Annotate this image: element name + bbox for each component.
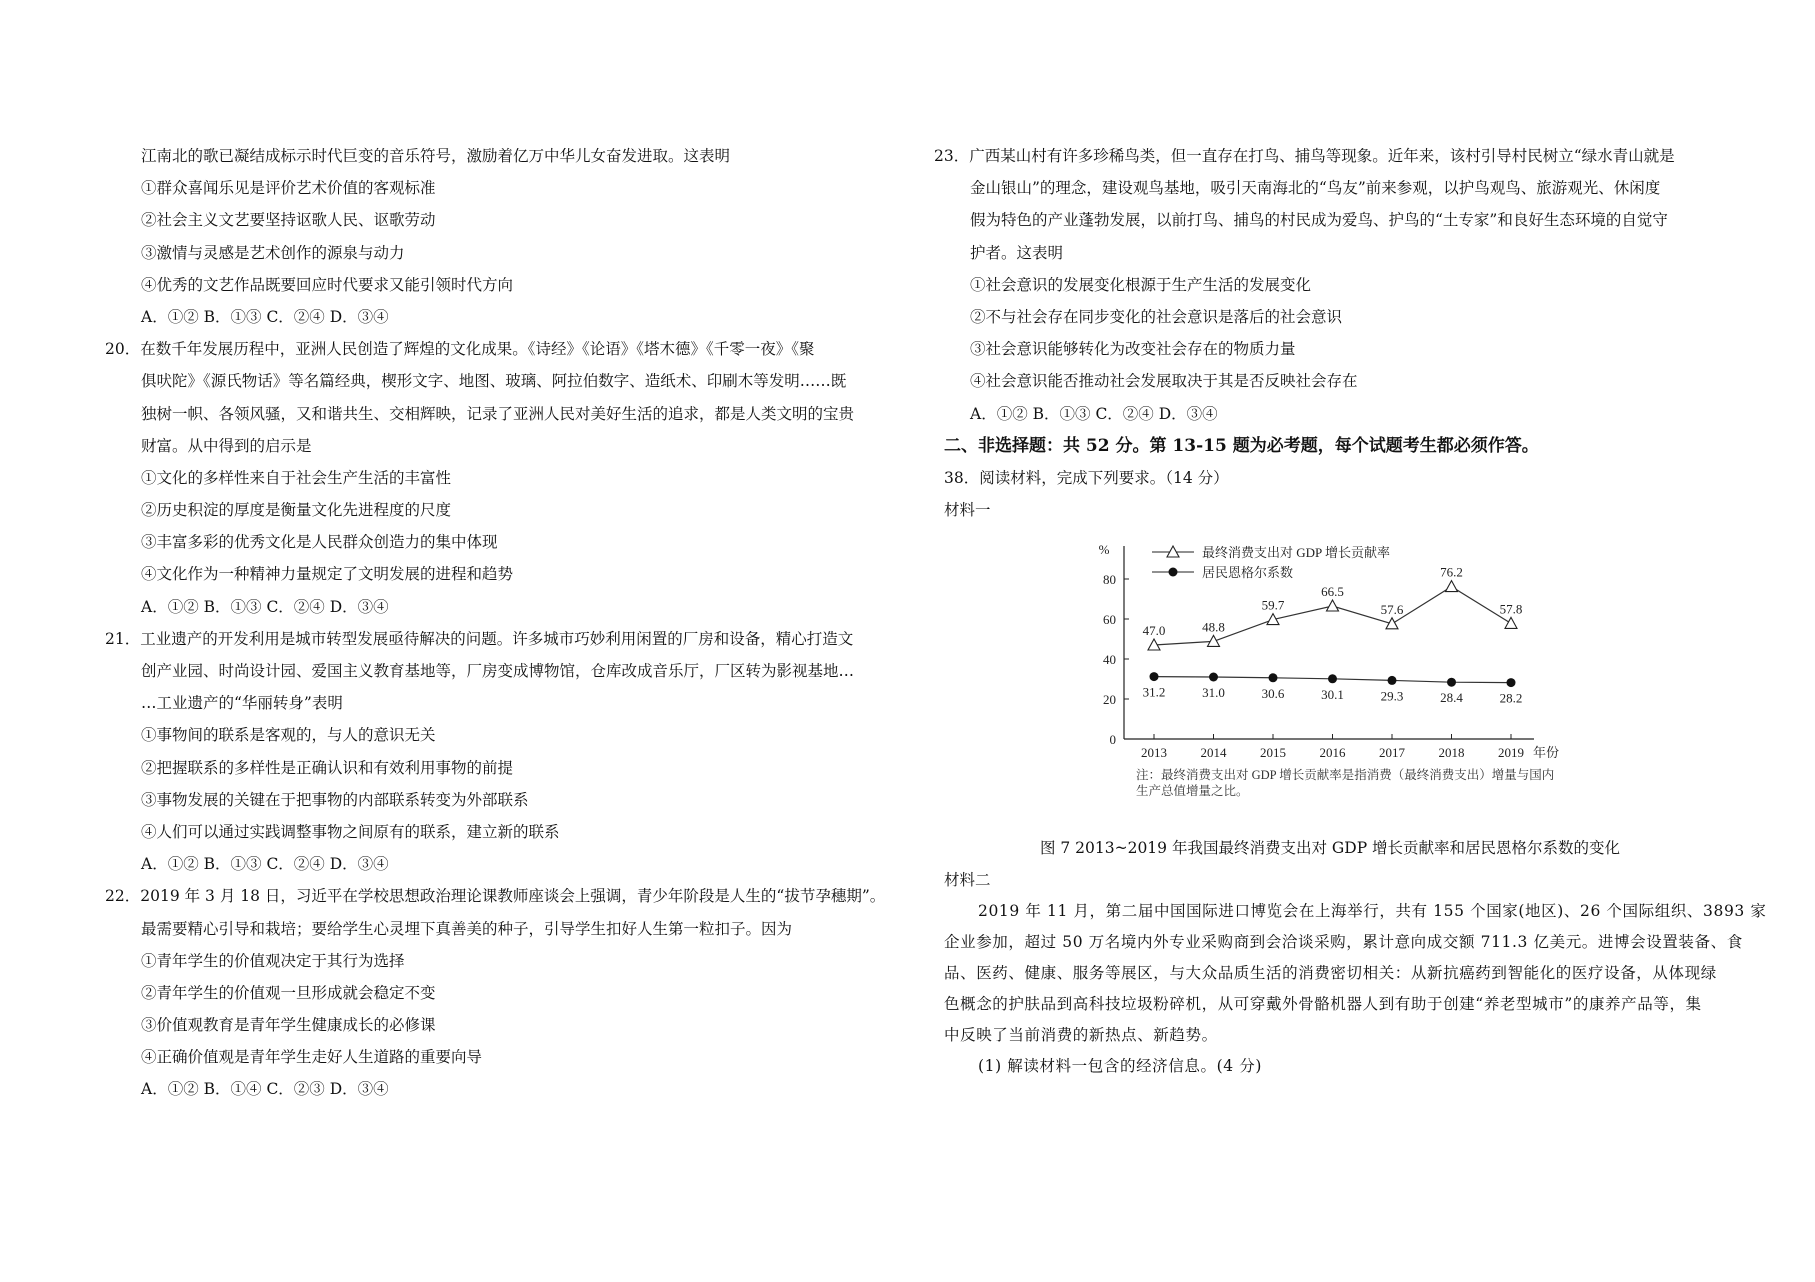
data-point-circle [1209,673,1218,682]
data-point-circle [1507,678,1516,687]
q23-stem-line-4: 护者。这表明 [970,243,1064,262]
data-label: 59.7 [1261,597,1285,613]
q23-option-4: ④社会意识能否推动社会发展取决于其是否反映社会存在 [970,372,1358,391]
data-label: 57.6 [1380,602,1404,618]
x-tick-label: 2014 [1200,745,1227,761]
chart-note-line: 注：最终消费支出对 GDP 增长贡献率是指消费（最终消费支出）增量与国内 [1136,768,1555,783]
data-label: 28.2 [1499,690,1523,706]
q20-stem-line-4: 财富。从中得到的启示是 [141,436,312,455]
x-tick-label: 2018 [1438,745,1465,761]
q23-number: 23． [934,147,970,165]
x-tick-label: 2013 [1141,745,1167,761]
q22-stem-text-1: 2019 年 3 月 18 日，习近平在学校思想政治理论课教师座谈会上强调，青少年阶段是人生的“拔节孕穗期”。 [140,887,886,906]
data-label: 30.6 [1261,686,1285,702]
chart-note-line: 生产总值增量之比。 [1136,784,1249,799]
q19-option-3: ③激情与灵感是艺术创作的源泉与动力 [141,243,405,262]
data-label: 47.0 [1142,623,1166,639]
q21-stem-line-1 [105,623,909,655]
data-label: 57.8 [1499,601,1523,617]
y-unit-label: % [1098,542,1110,558]
data-point-triangle [1386,618,1398,629]
material-1-label: 材料一 [944,501,991,520]
q23-option-1: ①社会意识的发展变化根源于生产生活的发展变化 [970,275,1312,294]
q20-option-1: ①文化的多样性来自于社会生产生活的丰富性 [141,468,452,487]
q23-stem-line-2: 金山银山”的理念，建设观鸟基地，吸引天南海北的“鸟友”前来参观，以护鸟观鸟、旅游观光、休闲度 [970,179,1661,198]
data-label: 29.3 [1380,688,1404,704]
figure-7-chart [944,526,1716,866]
x-tick-label: 2015 [1260,745,1286,761]
q19-answers: A．①② B．①③ C．②④ D．③④ [141,307,389,326]
q21-stem-line-2: 创产业园、时尚设计园、爱国主义教育基地等，厂房变成博物馆，仓库改成音乐厅，厂区转为影视基地… [141,662,855,680]
q20-answers: A．①② B．①③ C．②④ D．③④ [141,597,389,616]
data-point-circle [1150,672,1159,681]
left-column [105,140,909,1106]
q22-option-3: ③价值观教育是青年学生健康成长的必修课 [141,1016,436,1035]
data-label: 28.4 [1440,690,1463,706]
y-tick-label: 80 [1103,572,1116,588]
data-point-triangle [1446,581,1458,592]
q21-stem-line-3: …工业遗产的“华丽转身”表明 [141,694,343,713]
data-point-circle [1269,674,1278,683]
x-unit-label: 年份 [1533,745,1560,761]
q21-stem-text-1: 工业遗产的开发利用是城市转型发展亟待解决的问题。许多城市巧妙利用闲置的厂房和设备，精心打造文 [140,629,854,648]
q21-option-4: ④人们可以通过实践调整事物之间原有的联系，建立新的联系 [141,822,560,841]
q19-option-4: ④优秀的文艺作品既要回应时代要求又能引领时代方向 [141,275,514,294]
q22-option-4: ④正确价值观是青年学生走好人生道路的重要向导 [141,1048,483,1067]
right-column [934,140,1767,1082]
q20-option-2: ②历史积淀的厚度是衡量文化先进程度的尺度 [141,501,452,520]
data-label: 76.2 [1440,564,1463,580]
material-2-line-4: 色概念的护肤品到高科技垃圾粉碎机，从可穿戴外骨骼机器人到有助于创建“养老型城市”的康养产品等，集 [944,995,1702,1014]
y-tick-label: 60 [1103,612,1116,628]
material-2-line-3: 品、医药、健康、服务等展区，与大众品质生活的消费密切相关：从新抗癌药到智能化的医疗设备，从体现绿 [944,964,1717,983]
q20-stem-line-3: 独树一帜、各领风骚，又和谐共生、交相辉映，记录了亚洲人民对美好生活的追求，都是人类文明的宝贵 [141,404,855,423]
q20-option-4: ④文化作为一种精神力量规定了文明发展的进程和趋势 [141,565,514,584]
legend-label: 居民恩格尔系数 [1202,565,1294,581]
data-label: 31.2 [1142,684,1166,700]
data-label: 66.5 [1321,584,1344,600]
q21-number: 21． [105,629,141,648]
material-2-label: 材料二 [944,871,991,890]
q22-option-2: ②青年学生的价值观一旦形成就会稳定不变 [141,983,436,1002]
q21-option-1: ①事物间的联系是客观的，与人的意识无关 [141,726,436,745]
data-point-circle [1328,675,1337,684]
q22-stem-line-2: 最需要精心引导和栽培；要给学生心灵埋下真善美的种子，引导学生扣好人生第一粒扣子。因为 [141,919,793,938]
q21-option-3: ③事物发展的关键在于把事物的内部联系转变为外部联系 [141,790,529,809]
line-chart [1064,526,1584,826]
x-tick-label: 2017 [1379,745,1405,761]
q20-number: 20． [105,340,141,359]
q22-stem-line-1 [105,880,909,912]
q20-stem-text-1: 在数千年发展历程中，亚洲人民创造了辉煌的文化成果。《诗经》《论语》《塔木德》《千零一夜》《聚 [140,340,815,359]
y-tick-label: 20 [1103,692,1116,708]
data-point-circle [1447,678,1456,687]
data-point-triangle [1327,600,1339,611]
q20-stem-line-2: 俱吠陀》《源氏物话》等名篇经典，楔形文字、地图、玻璃、阿拉伯数字、造纸术、印刷木等发明……既 [141,372,847,391]
q20-stem-line-1 [105,333,909,365]
data-label: 31.0 [1202,685,1225,701]
q23-stem-text-1: 广西某山村有许多珍稀鸟类，但一直存在打鸟、捕鸟等现象。近年来，该村引导村民树立“绿水青山就是 [969,147,1675,165]
y-tick-label: 40 [1103,652,1116,668]
y-tick-label: 0 [1109,732,1116,748]
q19-stem-line: 江南北的歌已凝结成标示时代巨变的音乐符号，激励着亿万中华儿女奋发进取。这表明 [141,147,731,165]
material-2-line-5: 中反映了当前消费的新热点、新趋势。 [944,1026,1218,1045]
q23-option-2: ②不与社会存在同步变化的社会意识是落后的社会意识 [970,307,1343,326]
q21-option-2: ②把握联系的多样性是正确认识和有效利用事物的前提 [141,758,514,777]
q22-number: 22． [105,887,141,906]
q19-option-1: ①群众喜闻乐见是评价艺术价值的客观标准 [141,179,436,198]
data-label: 48.8 [1202,619,1225,635]
q22-option-1: ①青年学生的价值观决定于其行为选择 [141,951,405,970]
q20-option-3: ③丰富多彩的优秀文化是人民群众创造力的集中体现 [141,533,498,552]
q23-stem-line-3: 假为特色的产业蓬勃发展，以前打鸟、捕鸟的村民成为爱鸟、护鸟的“土专家”和良好生态环境的自觉守 [970,211,1668,230]
material-2-line-2: 企业参加，超过 50 万名境内外专业采购商到会洽谈采购，累计意向成交额 711.3 亿美元。进博会设置装备、食 [944,933,1743,952]
q38-stem: 38．阅读材料，完成下列要求。（14 分） [944,468,1229,487]
data-point-triangle [1505,618,1517,629]
q23-option-3: ③社会意识能够转化为改变社会存在的物质力量 [970,340,1296,359]
x-tick-label: 2019 [1498,745,1524,761]
q22-answers: A．①② B．①④ C．②③ D．③④ [141,1080,389,1099]
data-point-triangle [1208,636,1220,647]
x-tick-label: 2016 [1319,745,1346,761]
figure-caption: 图 7 2013~2019 年我国最终消费支出对 GDP 增长贡献率和居民恩格尔系数的变化 [1039,839,1621,858]
legend-marker-circle [1169,568,1178,577]
material-2-line-1: 2019 年 11 月，第二届中国国际进口博览会在上海举行，共有 155 个国家(地区)、26 个国际组织、3893 家 [978,902,1767,921]
q19-option-2: ②社会主义文艺要坚持讴歌人民、讴歌劳动 [141,211,436,230]
data-label: 30.1 [1321,687,1344,703]
q23-answers: A．①② B．①③ C．②④ D．③④ [970,404,1218,423]
section-2-heading: 二、非选择题：共 52 分。第 13-15 题为必考题，每个试题考生都必须作答。 [944,435,1539,456]
q23-stem-line-1 [934,140,1716,172]
data-point-circle [1388,676,1397,685]
q21-answers: A．①② B．①③ C．②④ D．③④ [141,855,389,874]
sub-question-1: (1) 解读材料一包含的经济信息。(4 分) [978,1057,1262,1076]
legend-label: 最终消费支出对 GDP 增长贡献率 [1202,545,1391,561]
